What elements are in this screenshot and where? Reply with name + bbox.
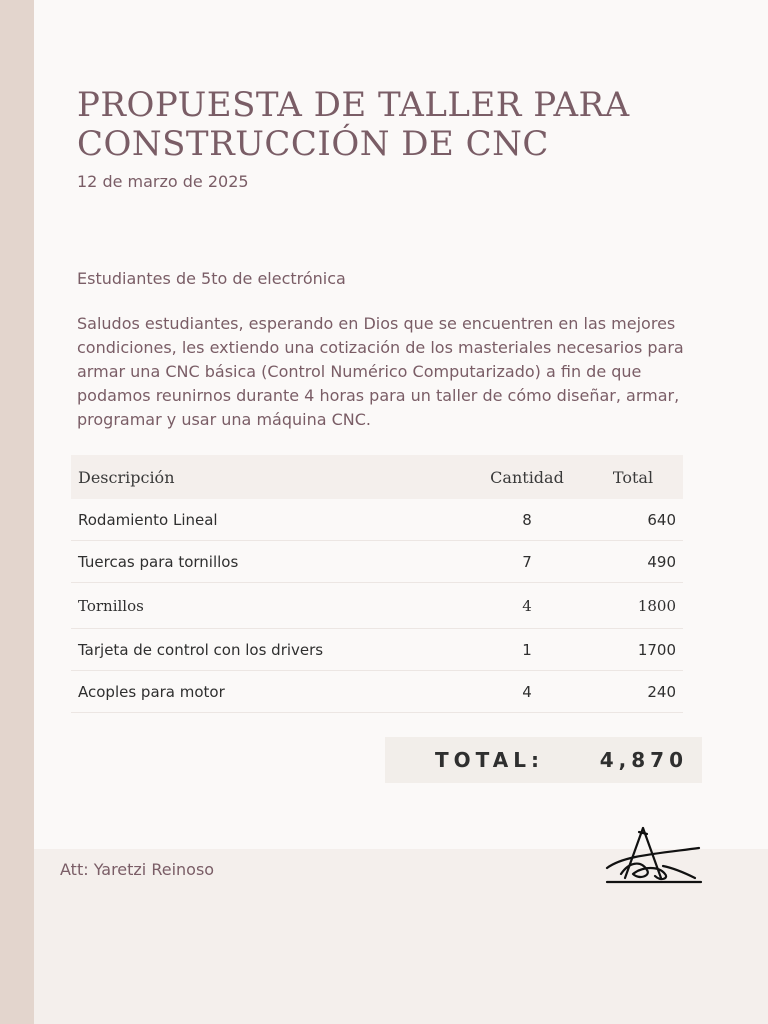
row-description: Tuercas para tornillos (78, 552, 239, 571)
table-row (71, 583, 683, 629)
body-paragraph: Saludos estudiantes, esperando en Dios que se encuentren en las mejores condiciones, les extiendo una cotización de los masteriales necesarios para armar una CNC básica (Control Numérico Computarizado) a fin de que podamos reunirnos durante 4 horas para un taller de cómo diseñar, armar, programar y usar una máquina CNC. (77, 314, 684, 429)
row-quantity: 1 (522, 640, 532, 659)
signature-icon (603, 826, 705, 886)
header-quantity: Cantidad (490, 467, 564, 487)
table-row (71, 499, 683, 541)
header-description: Descripción (78, 467, 175, 487)
row-description: Rodamiento Lineal (78, 510, 218, 529)
table-row (71, 541, 683, 583)
attention-line: Att: Yaretzi Reinoso (60, 860, 215, 879)
row-description: Acoples para motor (78, 682, 225, 701)
row-description: Tarjeta de control con los drivers (78, 640, 324, 659)
row-total: 490 (647, 552, 676, 571)
row-quantity: 4 (522, 596, 532, 615)
grand-total-label: TOTAL: (435, 748, 544, 772)
header-total: Total (612, 467, 654, 487)
table-header (71, 455, 683, 499)
document-title: PROPUESTA DE TALLER PARA CONSTRUCCIÓN DE CNC (77, 85, 630, 164)
row-total: 1800 (637, 596, 676, 615)
row-quantity: 4 (522, 682, 532, 701)
quote-table (71, 455, 683, 713)
row-quantity: 8 (522, 510, 532, 529)
grand-total-value: 4,870 (599, 748, 688, 772)
decorative-sidebar (0, 0, 34, 1024)
table-row (71, 671, 683, 713)
row-quantity: 7 (522, 552, 532, 571)
row-total: 640 (647, 510, 676, 529)
grand-total-box (385, 737, 702, 783)
recipient-line: Estudiantes de 5to de electrónica (77, 269, 346, 288)
row-description: Tornillos (78, 596, 144, 615)
row-total: 240 (647, 682, 676, 701)
row-total: 1700 (637, 640, 676, 659)
table-row (71, 629, 683, 671)
document-date: 12 de marzo de 2025 (77, 172, 249, 191)
